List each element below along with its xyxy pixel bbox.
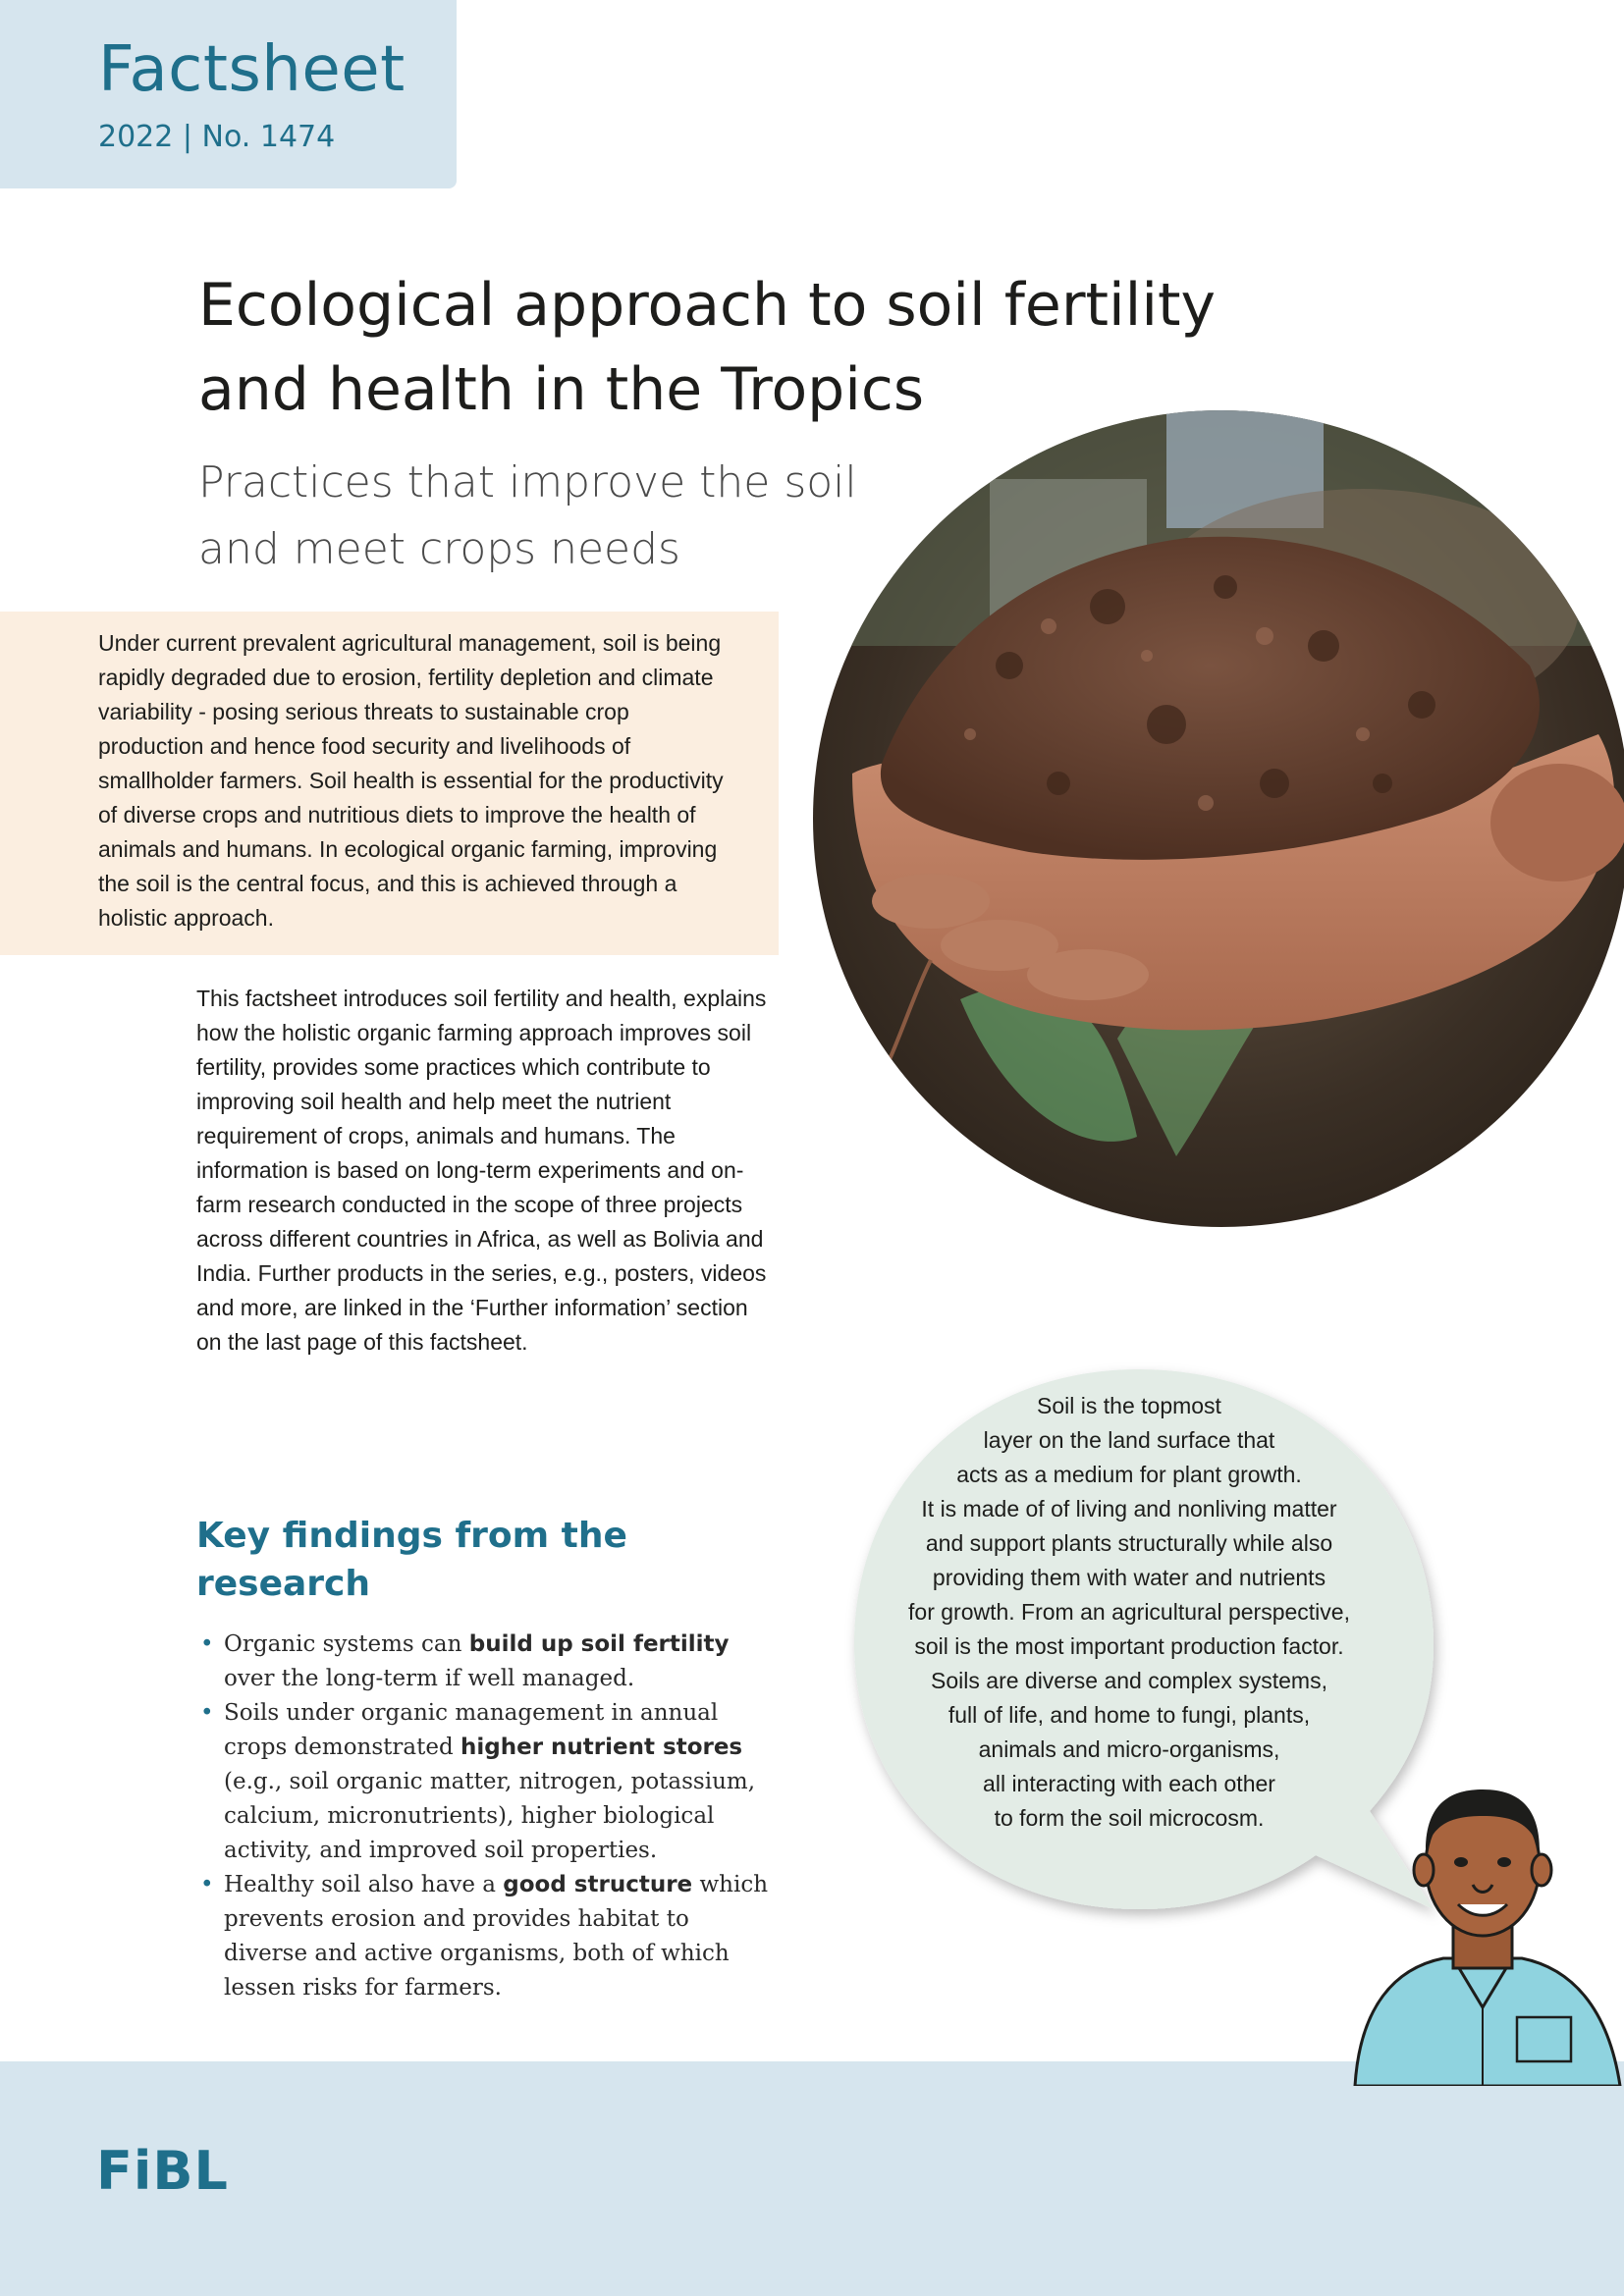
list-item: • Organic systems can build up soil fertility over the long-term if well managed. — [196, 1628, 776, 1696]
page-title: Ecological approach to soil fertility and health in the Tropics — [198, 271, 1217, 424]
bubble-line: providing them with water and nutrients — [932, 1565, 1326, 1590]
bubble-line: It is made of of living and nonliving matter — [921, 1496, 1337, 1522]
body-paragraph: This factsheet introduces soil fertility and health, explains how the holistic organic farming approach improves soil fertility, provides some practices which contribute to improving soil health and help meet the nutrient requirement of crops, animals and humans. The information is based on long-term experiments and on-farm research conducted in the scope of three projects across different countries in Africa, as well as Bolivia and India. Further products in the series, e.g., posters, videos and more, are linked in the ‘Further information’ section on the last page of this factsheet. — [196, 986, 767, 1355]
intro-text: Under current prevalent agricultural management, soil is being rapidly degraded due to erosion, fertility depletion and climate variability - posing serious threats to sustainable crop production and hence food security and livelihoods of smallholder farmers. Soil health is essential for the productivity of diverse crops and nutritious diets to improve the health of animals and humans. In ecological organic farming, improving the soil is the central focus, and this is achieved through a holistic approach. — [98, 630, 724, 931]
bubble-line: full of life, and home to fungi, plants, — [947, 1702, 1311, 1728]
bubble-line: acts as a medium for plant growth. — [956, 1462, 1302, 1487]
list-item: • Healthy soil also have a good structure which prevents erosion and provides habitat to diverse and active organisms, both of which lessen risks for farmers. — [196, 1868, 776, 2005]
bubble-line: soil is the most important production factor. — [914, 1633, 1344, 1659]
soil-hands-photo — [813, 410, 1624, 1227]
fibl-logo: FiBL — [96, 2140, 229, 2202]
bubble-text — [864, 1389, 1394, 1836]
bubble-line: and support plants structurally while also — [925, 1530, 1333, 1556]
factsheet-number: 2022 | No. 1474 — [98, 120, 336, 154]
key-findings-list — [196, 1628, 776, 2005]
bubble-line: Soils are diverse and complex systems, — [931, 1668, 1327, 1693]
bubble-line: animals and micro-organisms, — [978, 1736, 1280, 1762]
footer-band — [0, 2061, 1624, 2296]
bubble-line: to form the soil microcosm. — [994, 1805, 1265, 1831]
farmer-illustration — [1335, 1772, 1624, 2086]
bubble-line: Soil is the topmost — [1037, 1393, 1221, 1418]
bubble-line: all interacting with each other — [983, 1771, 1275, 1796]
bubble-line: for growth. From an agricultural perspective, — [908, 1599, 1350, 1625]
factsheet-label: Factsheet — [98, 33, 406, 106]
list-item: • Soils under organic management in annual crops demonstrated higher nutrient stores (e.g., soil organic matter, nitrogen, potassium, calcium, micronutrients), higher biological activity, and improved soil properties. — [196, 1696, 776, 1868]
bubble-line: layer on the land surface that — [983, 1427, 1275, 1453]
page-subtitle: Practices that improve the soil and meet crops needs — [198, 457, 857, 574]
key-findings-heading: Key findings from the research — [196, 1516, 627, 1604]
factsheet-tab — [0, 0, 457, 188]
